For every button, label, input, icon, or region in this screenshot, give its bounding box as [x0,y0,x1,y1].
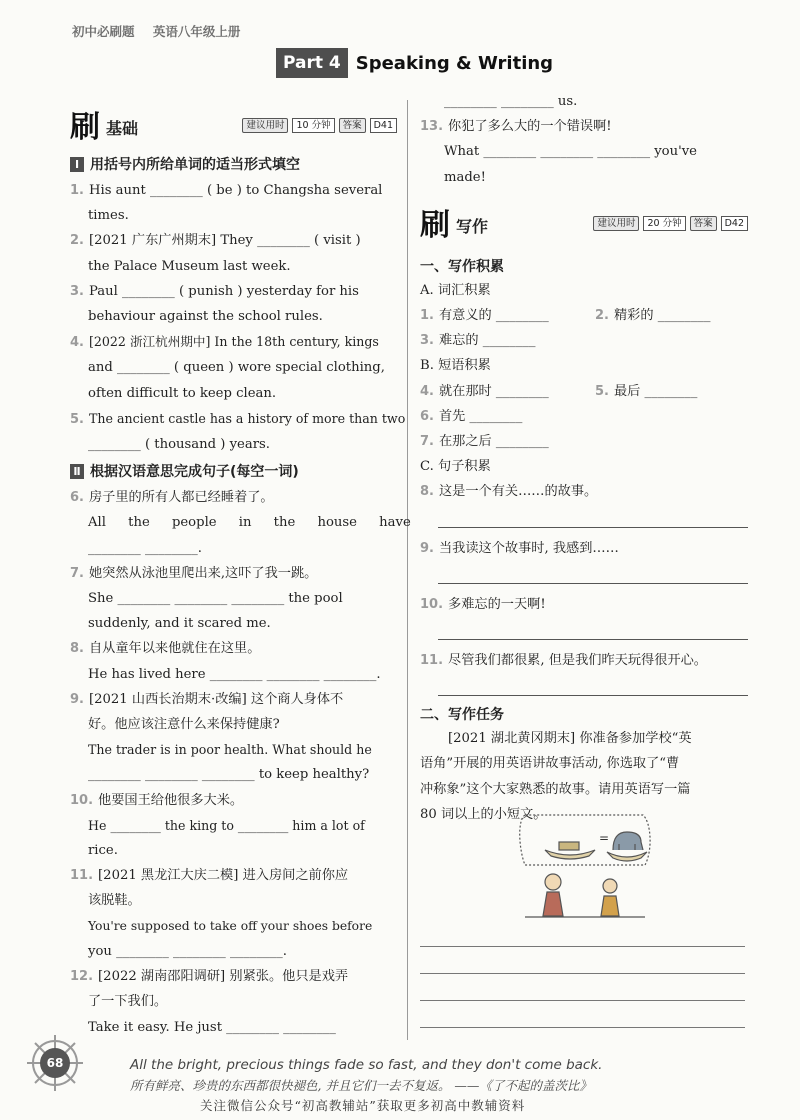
q13-num: 13. [420,119,444,135]
w6-num: 6. [420,408,434,424]
part-heading [276,48,553,78]
q6-cn: 房子里的所有人都已经睡着了。 [88,490,274,506]
q10-cn: 他要国王给他很多大米。 [98,792,244,808]
q1-num: 1. [70,183,84,198]
time-value-2: 20 分钟 [643,216,685,231]
shua-char: 刷 [70,110,100,145]
section-1-title [70,154,397,174]
accum-title: 一、写作积累 [420,258,504,275]
q9-line [70,687,397,712]
q2-b: the Palace Museum last week. [88,258,291,274]
basics-tags [242,118,397,133]
w8-text: 这是一个有关……的故事。 [438,484,598,500]
running-header [72,22,254,40]
q10-a: He ________ the king to ________ him a lot of [88,817,365,833]
q11-cn1: [2021 黑龙江大庆二模] 进入房间之前你应 [98,868,349,884]
q7-num: 7. [70,565,84,581]
w1-num: 1. [420,308,434,324]
q1-b: times. [88,208,129,224]
w4-num: 4. [420,383,434,399]
w10-num: 10. [420,596,444,612]
q12-continued: ________ ________ us. [444,94,578,109]
q3-a: Paul ________ ( punish ) yesterday for his [88,283,359,299]
writing-line-2 [420,947,745,974]
w4-text: 就在那时 ________ [438,383,549,399]
w8-line [420,479,748,504]
w9-line [420,536,748,561]
q12-a: Take it easy. He just ________ ________ [88,1019,336,1035]
q9-b: ________ ________ ________ to keep healthy? [88,767,370,783]
q9-a: The trader is in poor health. What should he [88,742,372,758]
a-title: A. 词汇积累 [420,282,491,298]
section-2-title [70,461,397,481]
basics-header [70,104,397,145]
q2-num: 2. [70,233,84,249]
q8-line [70,636,397,661]
w7-text: 在那之后 ________ [438,434,549,450]
q4-c: often difficult to keep clean. [88,385,277,401]
series-name: 初中必刷题 [72,24,135,39]
man-head [603,879,617,893]
q11-cn2: 该脱鞋。 [88,893,141,909]
basics-title: 基础 [106,119,139,138]
q7-b: suddenly, and it scared me. [88,616,271,632]
answer-value: D41 [370,118,397,133]
task-line-1: [2021 湖北黄冈期末] 你准备参加学校“英 [448,731,692,747]
c-title: C. 句子积累 [420,459,491,475]
w5-num: 5. [595,383,609,399]
q12-num: 12. [70,969,94,985]
w11-num: 11. [420,653,444,669]
w3-num: 3. [420,333,434,349]
q4-a: [2022 浙江杭州期中] In the 18th century, kings [88,334,379,350]
q11-a: You're supposed to take off your shoes before [88,918,373,933]
q6-num: 6. [70,490,84,506]
writing-tags [593,216,748,231]
q10-line [70,788,397,813]
w10-line [420,592,748,617]
task-line-3: 冲称象”这个大家熟悉的故事。请用英语写一篇 [420,781,691,797]
w8-num: 8. [420,484,434,500]
q13-b: made! [444,169,486,185]
w9-text: 当我读这个故事时, 我感到…… [438,540,619,556]
q3-b: behaviour against the school rules. [88,309,323,325]
w11-line [420,648,748,673]
equals-sign: = [599,831,610,845]
section-2-text: 根据汉语意思完成句子(每空一词) [90,464,299,481]
roman-2: Ⅱ [70,464,84,479]
q2-line [70,228,397,253]
q13-cn: 你犯了多么大的一个错误啊! [448,119,612,135]
w7-line [420,429,748,454]
writing-title: 写作 [456,216,489,236]
q5-num: 5. [70,411,84,427]
w5-text: 最后 ________ [613,383,698,399]
boy-head [545,874,561,890]
q1-a: His aunt ________ ( be ) to Changsha several [88,183,383,198]
q12-line [70,964,397,989]
w3-text: 难忘的 ________ [438,333,536,349]
q2-a: [2021 广东广州期末] They ________ ( visit ) [88,233,361,249]
q5-a: The ancient castle has a history of more than two [88,410,406,426]
w10-answer-line [438,617,748,640]
q6-b: ________ ________. [88,540,202,556]
elephant-icon [613,832,643,850]
q3-line [70,279,397,304]
task-line-4: 80 词以上的小短文。 [420,806,547,822]
left-column [70,104,411,1040]
q9-cn1: [2021 山西长治期末·改编] 这个商人身体不 [88,691,344,707]
q7-a: She ________ ________ ________ the pool [88,591,343,607]
column-divider [407,100,408,1040]
w11-text: 尽管我们都很累, 但是我们昨天玩得很开心。 [448,653,707,669]
q13-a: What ________ ________ ________ you've [444,144,697,160]
q11-b: you ________ ________ ________. [88,943,287,959]
w3-line [420,328,748,353]
q11-num: 11. [70,868,94,884]
q4-num: 4. [70,335,84,351]
w4-w5-line [420,379,748,404]
b-title: B. 短语积累 [420,358,491,374]
w2-num: 2. [595,308,609,324]
time-value: 10 分钟 [292,118,334,133]
q10-num: 10. [70,792,94,808]
w11-answer-line [438,673,748,696]
q7-cn: 她突然从泳池里爬出来,这吓了我一跳。 [88,565,318,581]
q1-line [70,178,397,203]
boat-right [607,852,647,861]
q4-b: and ________ ( queen ) wore special clothing, [88,360,385,376]
writing-line-4 [420,1001,745,1028]
q12-cn2: 了一下我们。 [88,994,168,1010]
q5-line [70,406,406,432]
task-line-2: 语角”开展的用英语讲故事活动, 你选取了“曹 [420,756,680,772]
roman-1: Ⅰ [70,157,84,172]
w8-answer-line [438,505,748,528]
part-title: Speaking & Writing [355,52,554,74]
stone-pile [559,842,579,850]
quote-english: All the bright, precious things fade so fast, and they don't come back. [130,1057,603,1073]
w1-w2-line [420,303,748,328]
w9-answer-line [438,561,748,584]
q3-num: 3. [70,283,84,299]
right-column [420,89,748,827]
answer-label: 答案 [339,118,366,133]
w2-text: 精彩的 ________ [613,308,711,324]
writing-header [420,202,748,243]
q11-line [70,863,397,888]
q6-a: All the people in the house have [88,515,411,531]
quote-chinese: 所有鲜亮、珍贵的东西都很快褪色, 并且它们一去不复返。 ——《了不起的盖茨比》 [130,1078,592,1093]
q10-b: rice. [88,843,118,859]
man-body [601,896,619,916]
q12-cn1: [2022 湖南邵阳调研] 别紧张。他只是戏弄 [98,969,349,985]
q5-b: ________ ( thousand ) years. [88,437,270,453]
w9-num: 9. [420,540,434,556]
boat-left [545,850,595,859]
q9-cn2: 好。他应该注意什么来保持健康? [88,717,280,733]
shua-char-2: 刷 [420,207,450,243]
w1-text: 有意义的 ________ [438,308,549,324]
w6-text: 首先 ________ [438,408,523,424]
page-number: 68 [40,1048,70,1078]
q6-line [70,485,397,510]
book-name: 英语八年级上册 [152,24,241,39]
w10-text: 多难忘的一天啊! [448,596,546,612]
boy-body [543,892,563,916]
writing-lines [420,920,745,1028]
writing-line-1 [420,920,745,947]
w6-line [420,404,748,429]
task-title: 二、写作任务 [420,707,504,724]
time-label: 建议用时 [242,118,288,133]
promo-text: 关注微信公众号“初高教辅站”获取更多初高中教辅资料 [200,1098,526,1113]
writing-line-3 [420,974,745,1001]
q8-cn: 自从童年以来他就住在这里。 [88,641,261,657]
w7-num: 7. [420,434,434,450]
section-1-text: 用括号内所给单词的适当形式填空 [90,157,300,173]
q9-num: 9. [70,691,84,707]
answer-value-2: D42 [721,216,748,231]
part-badge: Part 4 [276,48,348,78]
time-label-2: 建议用时 [593,216,639,231]
q8-num: 8. [70,641,84,657]
footer-quote [130,1057,730,1094]
answer-label-2: 答案 [690,216,717,231]
q13-line [420,114,748,139]
q7-line [70,561,397,586]
q8-a: He has lived here ________ ________ ________. [88,666,381,682]
cao-chong-illustration [515,810,655,920]
q4-line [70,329,397,355]
